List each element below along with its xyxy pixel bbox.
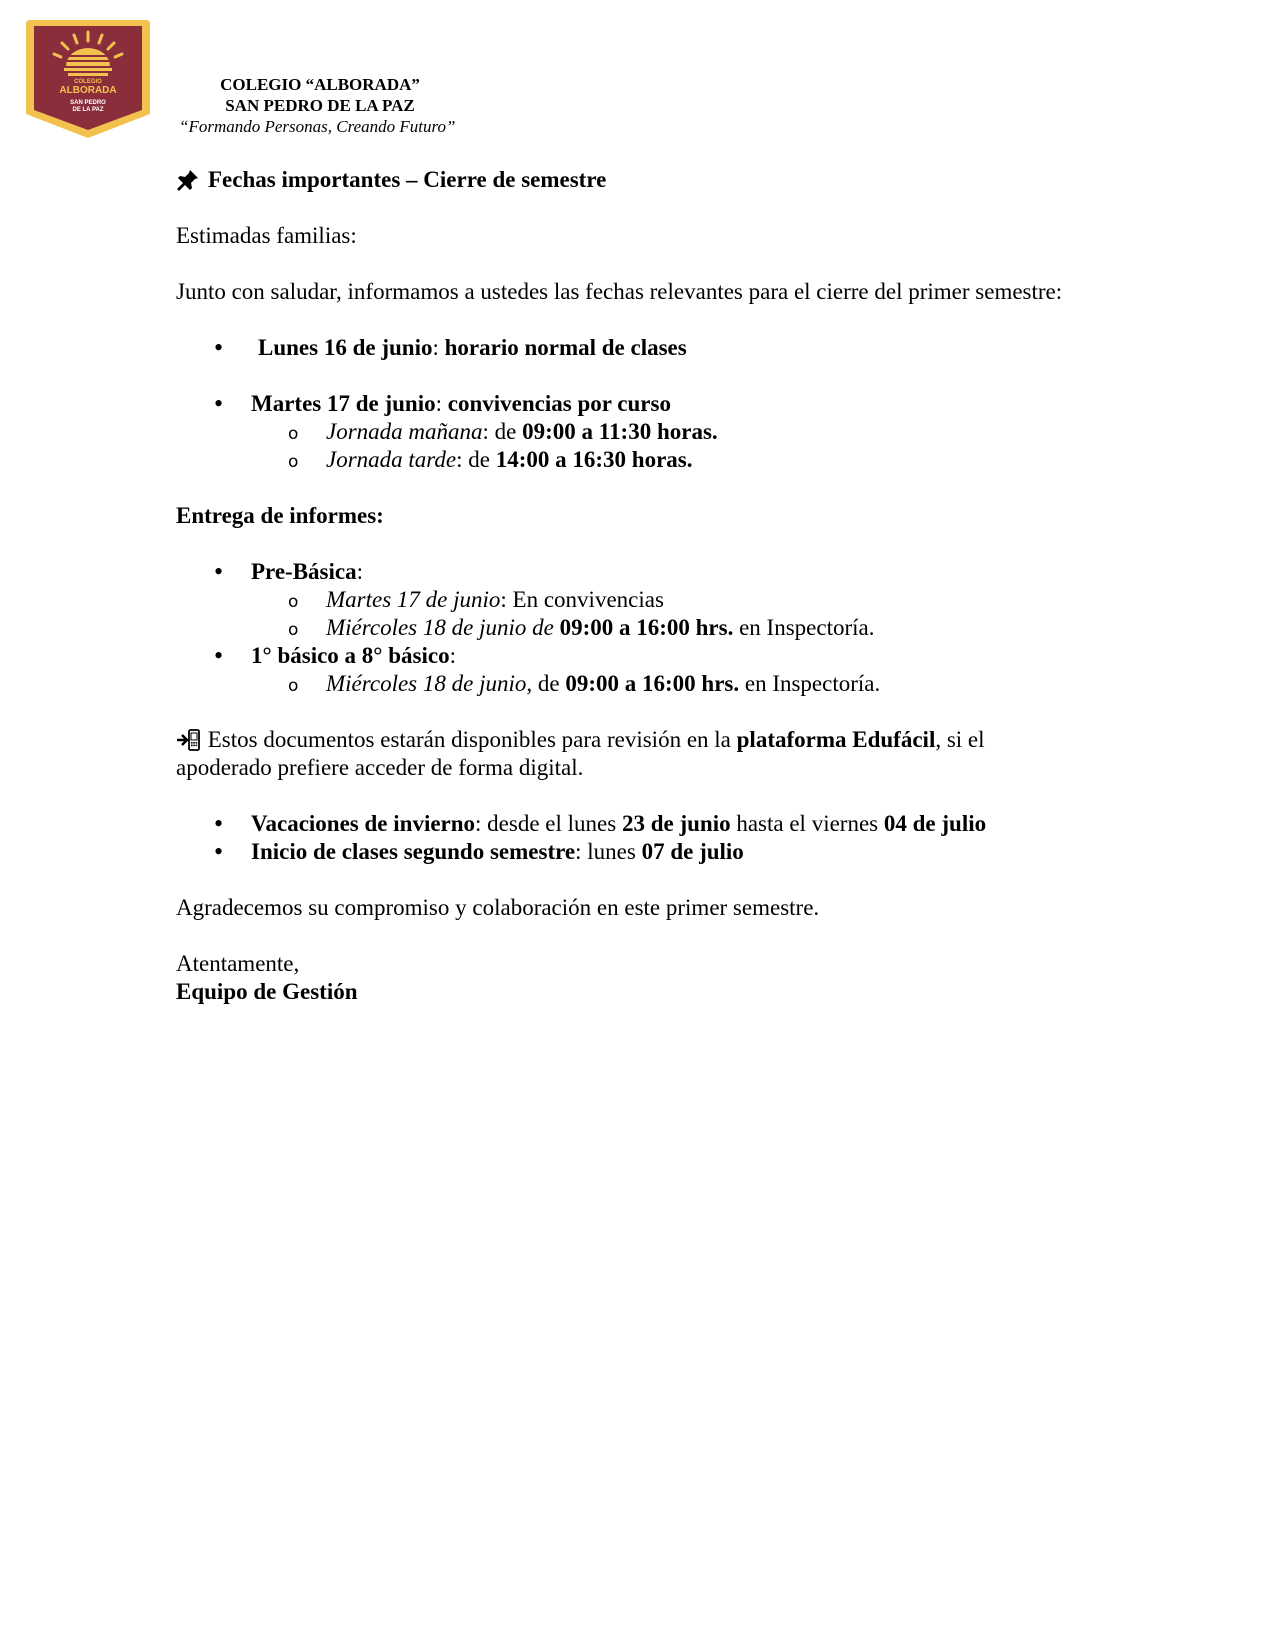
closing: Atentamente,: [176, 951, 300, 976]
signature: [176, 978, 1076, 1006]
vacations-start: 23 de junio: [621, 811, 731, 836]
sub-item-prebasica-2: [176, 614, 1076, 642]
basica-label: 1° básico a 8° básico: [251, 643, 450, 668]
school-header: [175, 74, 485, 137]
list-item-prebasica: [176, 558, 1076, 586]
school-name: COLEGIO “ALBORADA”: [220, 75, 420, 94]
prebasica-label: Pre-Básica: [251, 559, 357, 584]
list-item-basica: [176, 642, 1076, 670]
logo-bottom-line1: SAN PEDRO: [70, 100, 106, 106]
list-item-second-semester: [176, 838, 1076, 866]
prebasica-item1-rest: : En convivencias: [500, 587, 664, 612]
sub-item-prebasica-1: [176, 586, 1076, 614]
list-item-vacations: [176, 810, 1076, 838]
digital-paragraph: [176, 726, 1076, 782]
tuesday-desc: convivencias por curso: [447, 391, 671, 416]
tuesday-date: Martes 17 de junio: [251, 391, 436, 416]
logo-top-text: COLEGIO: [74, 79, 102, 85]
list-item-tuesday: [176, 390, 1076, 418]
prebasica-item2-date: Miércoles 18 de junio de: [326, 615, 560, 640]
school-logo: [24, 16, 152, 142]
mobile-arrow-icon: [176, 729, 202, 751]
prebasica-sep: :: [356, 559, 363, 584]
prebasica-item2-time: 09:00 a 16:00 hrs.: [559, 615, 734, 640]
greeting: Estimadas familias:: [176, 223, 357, 248]
intro-paragraph: Junto con saludar, informamos a ustedes las fechas relevantes para el cierre del primer semestre:: [176, 279, 1063, 304]
morning-time: 09:00 a 11:30 horas.: [522, 419, 718, 444]
school-motto: “Formando Personas, Creando Futuro”: [179, 117, 456, 136]
second-semester-date: 07 de julio: [641, 839, 744, 864]
monday-sep: :: [432, 335, 439, 360]
prebasica-item1-date: Martes 17 de junio: [326, 587, 501, 612]
basica-item1-time: 09:00 a 16:00 hrs.: [565, 671, 740, 696]
thanks-paragraph: Agradecemos su compromiso y colaboración en este primer semestre.: [176, 895, 820, 920]
notice-title-text: Fechas importantes – Cierre de semestre: [208, 167, 607, 192]
basica-item1-date: Miércoles 18 de junio: [326, 671, 527, 696]
monday-desc: horario normal de clases: [444, 335, 687, 360]
platform-name: plataforma Edufácil: [736, 727, 936, 752]
morning-label: Jornada mañana: [326, 419, 483, 444]
afternoon-label: Jornada tarde: [326, 447, 457, 472]
pushpin-icon: [176, 168, 200, 192]
second-semester-label: Inicio de clases segundo semestre: [251, 839, 576, 864]
logo-main-text: ALBORADA: [59, 85, 117, 96]
afternoon-mid: : de: [456, 447, 496, 472]
basica-item1-mid: , de: [526, 671, 566, 696]
sub-item-afternoon: [176, 446, 1076, 474]
afternoon-time: 14:00 a 16:30 horas.: [495, 447, 693, 472]
morning-mid: : de: [482, 419, 523, 444]
monday-date: Lunes 16 de junio: [258, 335, 433, 360]
basica-sep: :: [449, 643, 456, 668]
notice-body: [176, 166, 1076, 1006]
digital-text1: Estos documentos estarán disponibles para revisión en la: [202, 727, 737, 752]
basica-item1-rest: en Inspectoría.: [739, 671, 881, 696]
reports-heading-text: Entrega de informes:: [176, 503, 384, 528]
list-item-monday: [176, 334, 1076, 362]
logo-bottom-line2: DE LA PAZ: [72, 107, 104, 113]
vacations-text1: : desde el lunes: [475, 811, 622, 836]
digital-text2: , si el apoderado prefiere acceder de forma digital.: [176, 727, 985, 780]
sub-item-basica-1: [176, 670, 1076, 698]
vacations-text2: hasta el viernes: [730, 811, 884, 836]
reports-heading: [176, 502, 1076, 530]
school-location: SAN PEDRO DE LA PAZ: [225, 96, 415, 115]
signature-text: Equipo de Gestión: [176, 979, 358, 1004]
vacations-end: 04 de julio: [883, 811, 987, 836]
tuesday-sep: :: [435, 391, 443, 416]
vacations-label: Vacaciones de invierno: [251, 811, 476, 836]
notice-title: [176, 166, 1076, 194]
sub-item-morning: [176, 418, 1076, 446]
prebasica-item2-rest: en Inspectoría.: [733, 615, 875, 640]
second-semester-text: : lunes: [575, 839, 642, 864]
